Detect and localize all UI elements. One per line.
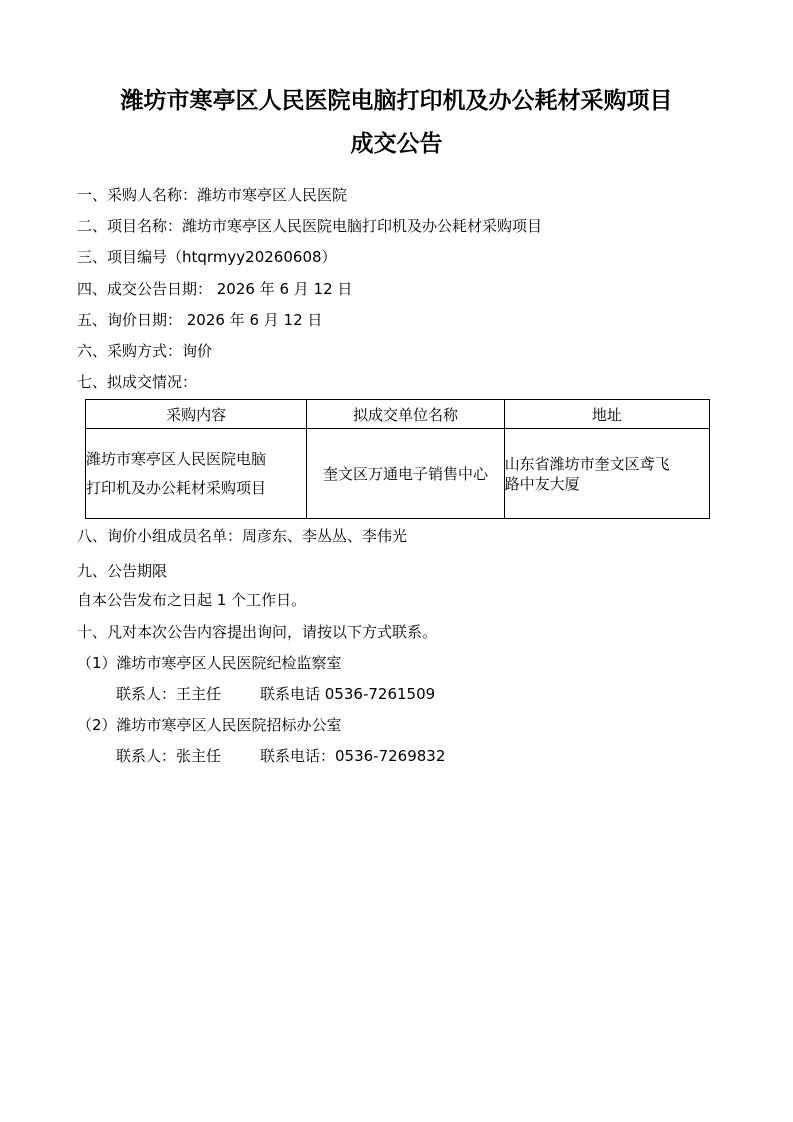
table-header-row bbox=[86, 400, 710, 429]
header-supplier: 拟成交单位名称 bbox=[307, 400, 504, 429]
purchaser-line: 一、采购人名称：潍坊市寒亭区人民医院 bbox=[77, 186, 348, 204]
office-1-phone: 联系电话 0536-7261509 bbox=[260, 685, 436, 703]
cell-content bbox=[86, 429, 307, 519]
inquiry-date-line: 五、询价日期： 2026 年 6 月 12 日 bbox=[77, 311, 323, 329]
content-line-2: 打印机及办公耗材采购项目 bbox=[86, 478, 267, 497]
table-row bbox=[86, 429, 710, 519]
cell-supplier: 奎文区万通电子销售中心 bbox=[307, 429, 504, 519]
award-table bbox=[85, 399, 710, 519]
period-text: 自本公告发布之日起 1 个工作日。 bbox=[77, 591, 307, 609]
method-line: 六、采购方式：询价 bbox=[77, 342, 213, 360]
office-1-name: （1）潍坊市寒亭区人民医院纪检监察室 bbox=[77, 654, 342, 672]
office-2-name: （2）潍坊市寒亭区人民医院招标办公室 bbox=[77, 716, 342, 734]
address-line-1: 山东省潍坊市奎文区鸢飞 bbox=[504, 454, 670, 473]
announce-date-line: 四、成交公告日期： 2026 年 6 月 12 日 bbox=[77, 280, 353, 298]
office-2-phone: 联系电话：0536-7269832 bbox=[260, 747, 446, 765]
content-line-1: 潍坊市寒亭区人民医院电脑 bbox=[86, 449, 267, 468]
document-subtitle: 成交公告 bbox=[350, 130, 443, 157]
project-name-line: 二、项目名称：潍坊市寒亭区人民医院电脑打印机及办公耗材采购项目 bbox=[77, 217, 543, 235]
header-content: 采购内容 bbox=[86, 400, 307, 429]
office-1-person: 联系人：王主任 bbox=[116, 685, 222, 703]
project-number-line: 三、项目编号（htqrmyy20260608） bbox=[77, 248, 337, 266]
cell-address bbox=[504, 429, 709, 519]
period-heading: 九、公告期限 bbox=[77, 562, 168, 580]
address-line-2: 路中友大厦 bbox=[504, 474, 580, 493]
committee-line: 八、询价小组成员名单：周彦东、李丛丛、李伟光 bbox=[77, 527, 408, 545]
contact-heading: 十、凡对本次公告内容提出询问，请按以下方式联系。 bbox=[77, 623, 438, 641]
award-heading: 七、拟成交情况： bbox=[77, 373, 198, 391]
office-2-person: 联系人：张主任 bbox=[116, 747, 222, 765]
document-title: 潍坊市寒亭区人民医院电脑打印机及办公耗材采购项目 bbox=[120, 87, 673, 114]
header-address: 地址 bbox=[504, 400, 709, 429]
